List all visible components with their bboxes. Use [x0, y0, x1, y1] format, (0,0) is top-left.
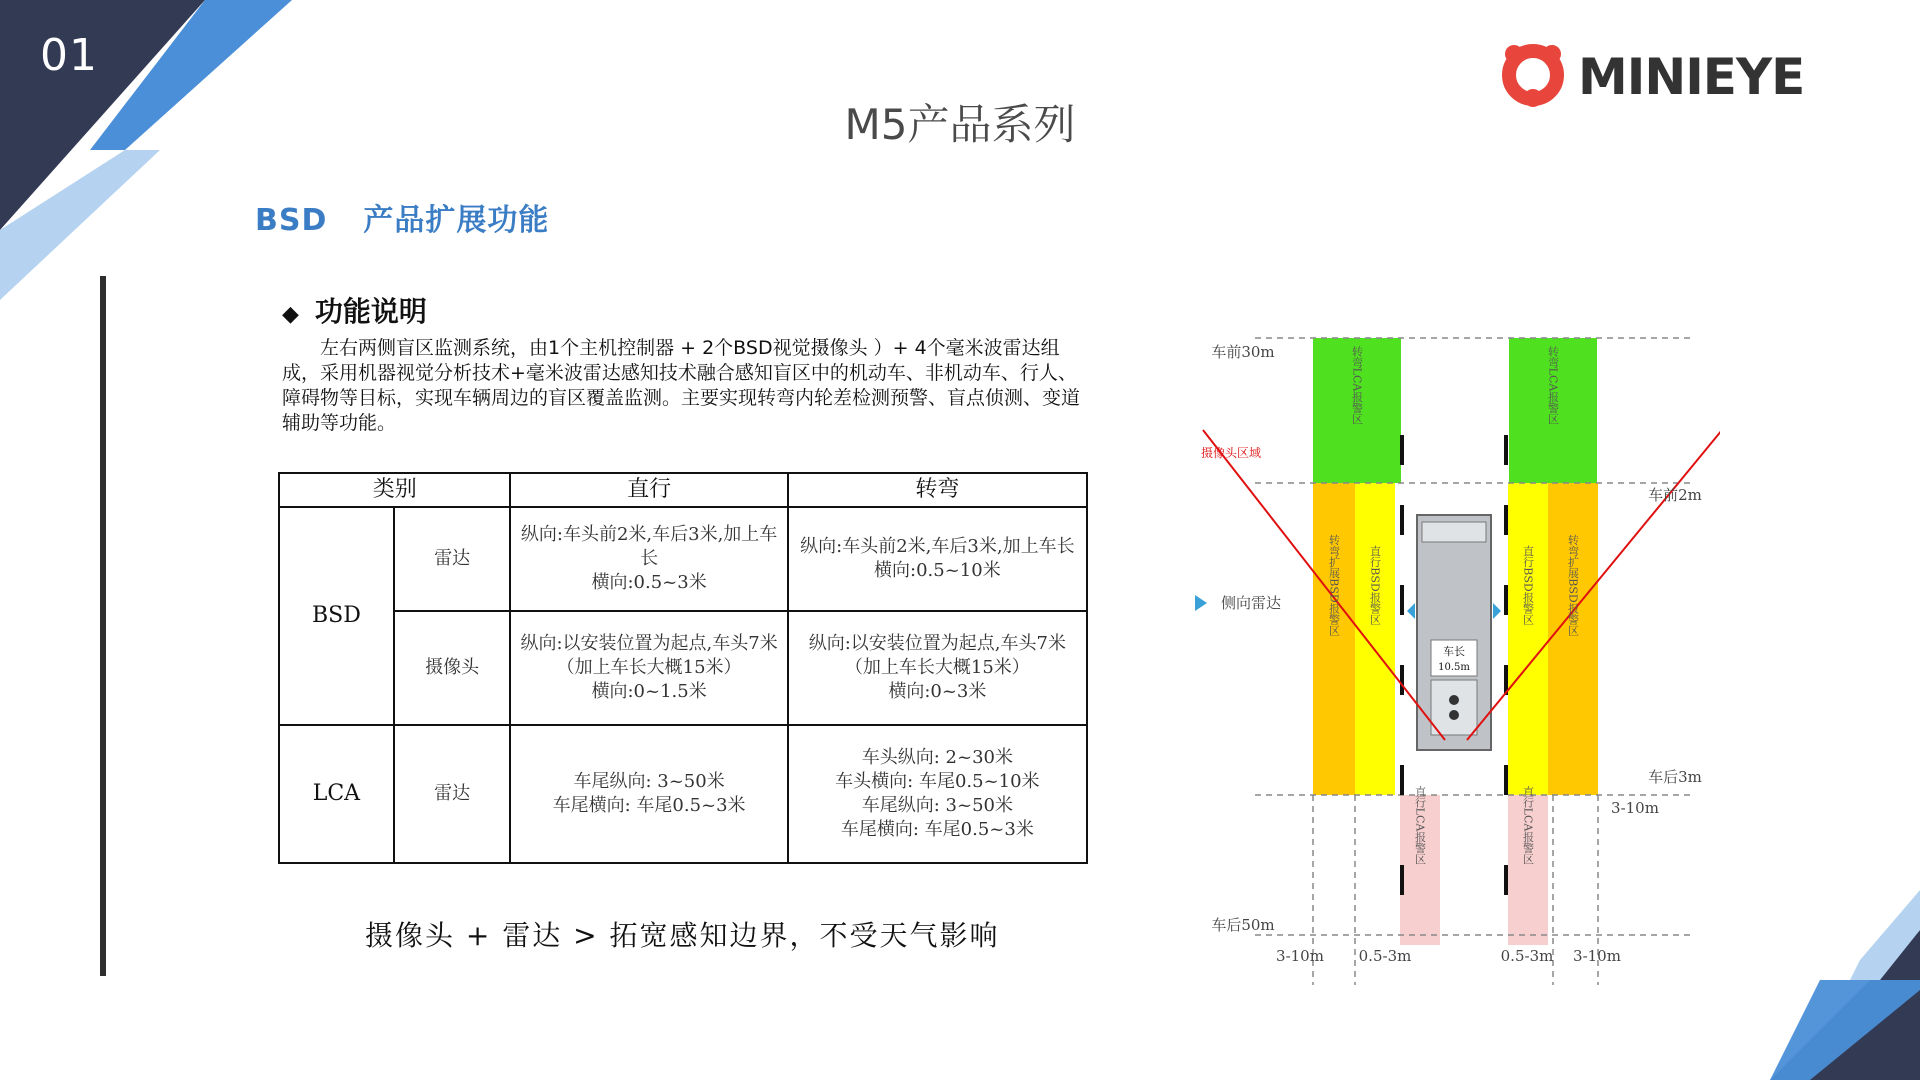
table-header-row: [279, 473, 1087, 507]
cell-line: 车头纵向: 2~30米: [861, 747, 1013, 768]
page-number: 01: [40, 30, 98, 81]
cell-line: 纵向:以安装位置为起点,车头7米（加上车长大概15米）: [520, 633, 778, 678]
function-heading: [282, 290, 427, 330]
cell-line: 横向:0~3米: [888, 681, 987, 702]
detection-zone-diagram: [1175, 325, 1720, 995]
logo-mark-icon: [1500, 42, 1566, 108]
right-radar-marker-icon: [1493, 603, 1501, 619]
straight-lca-right-label: 直行LCA报警区: [1521, 785, 1535, 865]
vehicle-light: [1449, 710, 1459, 720]
table-row: [279, 725, 1087, 863]
straight-cell: [510, 611, 787, 725]
cell-line: 车尾纵向: 3~50米: [573, 771, 725, 792]
rear-50m-label: 车后50m: [1211, 916, 1275, 934]
minieye-logo: [1500, 42, 1860, 108]
slogan-text: 摄像头 + 雷达 > 拓宽感知边界，不受天气影响: [365, 919, 1000, 952]
turn-cell: [788, 611, 1087, 725]
logo-wordmark: MINIEYE: [1578, 48, 1805, 106]
sensor-cell: 雷达: [394, 725, 511, 863]
sensor-cell: 雷达: [394, 507, 511, 611]
cell-line: 车尾横向: 车尾0.5~3米: [552, 795, 746, 816]
vehicle-rear-box: [1431, 680, 1477, 735]
dim-label: 0.5-3m: [1358, 947, 1412, 965]
corner-decoration-bottom-right: [1700, 870, 1920, 1080]
sensor-cell: 摄像头: [394, 611, 511, 725]
function-description: 左右两侧盲区监测系统，由1个主机控制器 + 2个BSD视觉摄像头 ）+ 4个毫米波雷达组成，采用机器视觉分析技术+毫米波雷达感知技术融合感知盲区中的机动车、非机动车、行人、障碍物等目标，实现车辆周边的盲区覆盖监测。主要实现转弯内轮差检测预警、盲点侦测、变道辅助等功能。: [282, 337, 1081, 434]
group-cell-bsd: BSD: [279, 507, 394, 725]
header-straight: 直行: [510, 473, 787, 507]
turn-bsd-left-label: 转弯扩展BSD报警区: [1327, 534, 1341, 636]
straight-bsd-zone-left: [1355, 483, 1395, 795]
function-heading-text: 功能说明: [314, 295, 427, 328]
left-divider-bar: [100, 276, 106, 976]
group-cell-lca: LCA: [279, 725, 394, 863]
cell-line: 横向:0.5~10米: [874, 560, 1001, 581]
side-radar-arrow-icon: [1195, 595, 1207, 611]
section-subtitle: [255, 195, 585, 239]
subtitle-text: 产品扩展功能: [363, 203, 550, 238]
front-30m-label: 车前30m: [1211, 343, 1275, 361]
turn-cell: [788, 725, 1087, 863]
straight-cell: [510, 507, 787, 611]
subtitle-tag: BSD: [255, 203, 328, 238]
cell-line: 纵向:车头前2米,车后3米,加上车长: [520, 524, 778, 569]
rear-3m-label: 车后3m: [1648, 768, 1702, 786]
turn-lca-right-label: 转弯LCA报警区: [1546, 345, 1560, 425]
straight-bsd-left-label: 直行BSD报警区: [1368, 545, 1382, 625]
dim-label: 3-10m: [1611, 799, 1659, 817]
cell-line: 纵向:以安装位置为起点,车头7米（加上车长大概15米）: [808, 633, 1066, 678]
cell-line: 横向:0~1.5米: [591, 681, 707, 702]
turn-bsd-zone-left: [1313, 483, 1355, 795]
header-category: 类别: [279, 473, 510, 507]
cell-line: 车尾纵向: 3~50米: [861, 795, 1013, 816]
dim-label: 3-10m: [1276, 947, 1324, 965]
dim-label: 3-10m: [1573, 947, 1621, 965]
car-length-label: 车长: [1443, 645, 1465, 658]
straight-cell: [510, 725, 787, 863]
vehicle-cab: [1422, 522, 1486, 542]
table-row: [279, 611, 1087, 725]
page-title: M5产品系列: [844, 100, 1076, 149]
camera-zone-label: 摄像头区域: [1200, 446, 1262, 460]
turn-bsd-zone-right: [1548, 483, 1598, 795]
side-radar-label: 侧向雷达: [1220, 594, 1282, 612]
car-length-value: 10.5m: [1438, 662, 1470, 673]
diamond-bullet-icon: ◆: [282, 302, 299, 327]
turn-lca-left-label: 转弯LCA报警区: [1350, 345, 1364, 425]
dim-label: 0.5-3m: [1500, 947, 1554, 965]
straight-bsd-right-label: 直行BSD报警区: [1521, 545, 1535, 625]
turn-bsd-right-label: 转弯扩展BSD报警区: [1566, 534, 1580, 636]
cell-line: 横向:0.5~3米: [591, 572, 707, 593]
table-row: [279, 507, 1087, 611]
vehicle-light: [1449, 695, 1459, 705]
cell-line: 车尾横向: 车尾0.5~3米: [840, 819, 1034, 840]
front-2m-label: 车前2m: [1648, 486, 1702, 504]
header-turn: 转弯: [788, 473, 1087, 507]
spec-table: [278, 472, 1088, 864]
turn-cell: [788, 507, 1087, 611]
straight-lca-left-label: 直行LCA报警区: [1413, 785, 1427, 865]
straight-bsd-zone-right: [1508, 483, 1548, 795]
cell-line: 车头横向: 车尾0.5~10米: [835, 771, 1040, 792]
left-radar-marker-icon: [1407, 603, 1415, 619]
cell-line: 纵向:车头前2米,车后3米,加上车长: [800, 536, 1075, 557]
